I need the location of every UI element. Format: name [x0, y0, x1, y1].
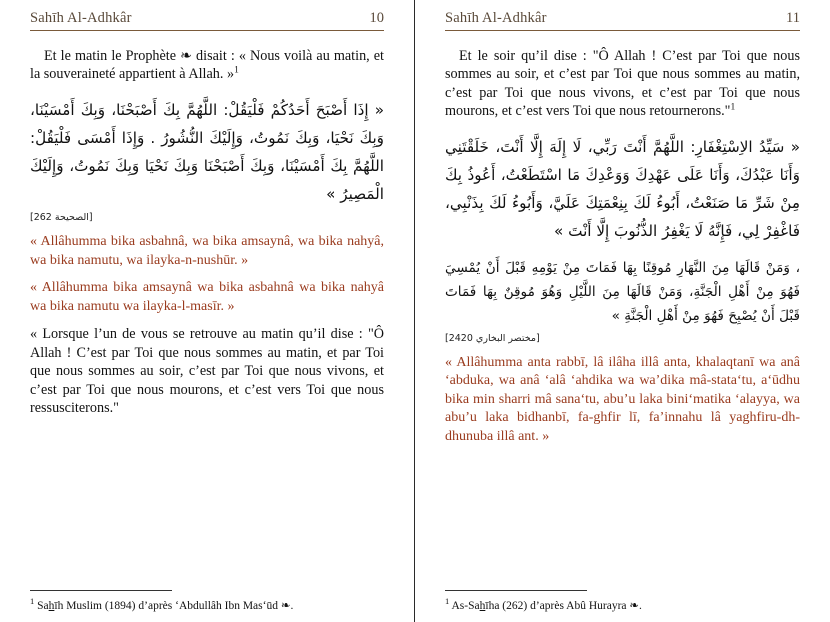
left-footnote-text-u: h: [48, 600, 55, 613]
left-footnote-text-a: Sa: [37, 600, 49, 613]
right-footnote: [445, 596, 800, 614]
left-intro-text: Et le matin le Prophète ❧ disait : « Nous voilà au matin, et la souveraineté appartient à Allah. »: [30, 48, 384, 83]
right-arabic-hadith-continued: ، وَمَنْ قَالَهَا مِنَ النَّهَارِ مُوقِنًا بِهَا فَمَاتَ مِنْ يَوْمِهِ قَبْلَ أَنْ يُمْسِيَ فَهُوَ مِنْ أَهْلِ الْجَنَّةِ، وَمَنْ قَالَهَا مِنَ اللَّيْلِ وَهُوَ مُوقِنٌ بِهَا فَمَاتَ قَبْلَ أَنْ يُصْبِحَ فَهُوَ مِنْ أَهْلِ الْجَنَّةِ »: [445, 260, 800, 324]
right-footnote-marker: 1: [445, 596, 450, 607]
right-intro-text: Et le soir qu’il dise : "Ô Allah ! C’est par Toi que nous sommes au soir, et c’est par Toi que nous sommes au matin, c’est par Toi que nous vivons, et c’est par Toi que nous mourons, et c’est vers Toi que nous retournerons.": [445, 48, 800, 120]
left-footnote-divider: [30, 590, 172, 591]
running-title-right-text: Sahīh Al-Adhkâr: [445, 10, 547, 26]
right-arabic-reference: [مختصر البخاري 2420]: [445, 332, 540, 344]
left-transliteration-1: « Allâhumma bika asbahnâ, wa bika amsaynâ, wa bika nahyâ, wa bika namutu, wa ilayka-n-nushūr. »: [30, 234, 384, 268]
right-page-header: [445, 10, 800, 31]
right-page-content: [445, 47, 800, 584]
right-footnote-text-b: īha (262) d’après Abû Hurayra ❧.: [485, 600, 642, 613]
left-arabic-hadith: « إِذَا أَصْبَحَ أَحَدُكُمْ فَلْيَقُلْ: اللَّهُمَّ بِكَ أَصْبَحْنَا، وَبِكَ أَمْسَيْنَا، وَبِكَ نَحْيَا، وَبِكَ نَمُوتُ، وَإِلَيْكَ النُّشُورُ . وَإِذَا أَمْسَى فَلْيَقُلْ: اللَّهُمَّ بِكَ أَمْسَيْنَا، وَبِكَ أَصْبَحْنَا وَبِكَ نَحْيَا وَبِكَ نَمُوتُ، وَإِلَيْكَ الْمَصِيرُ »: [30, 100, 384, 204]
running-title-left: [30, 10, 132, 27]
left-page-content: [30, 47, 384, 584]
left-footnote-text-b: īh Muslim (1894) d’après ‘Abdullâh Ibn Mas‘ūd ❧.: [54, 600, 294, 613]
right-arabic-hadith: « سَيِّدُ الاِسْتِغْفَارِ: اللَّهُمَّ أَنْتَ رَبِّي، لَا إِلَهَ إِلَّا أَنْتَ، خَلَقْتَنِي وَأَنَا عَبْدُكَ، وَأَنَا عَلَى عَهْدِكَ وَوَعْدِكَ مَا اسْتَطَعْتُ، أَعُوذُ بِكَ مِنْ شَرِّ مَا صَنَعْتُ، أَبُوءُ لَكَ بِنِعْمَتِكَ عَلَيَّ، وَأَبُوءُ لَكَ بِذَنْبِي، فَاغْفِرْ لِي، فَإِنَّهُ لَا يَغْفِرُ الذُّنُوبَ إِلَّا أَنْتَ »: [445, 137, 800, 241]
left-transliteration-2: « Allâhumma bika amsaynâ wa bika asbahnâ wa bika nahyâ wa bika namutu wa ilayka-l-masīr. »: [30, 280, 384, 314]
right-intro-footnote-marker: 1: [730, 102, 736, 113]
left-footnote-marker: 1: [30, 596, 35, 607]
running-title-right: [445, 10, 547, 27]
right-footnote-divider: [445, 590, 587, 591]
left-footnote: [30, 596, 384, 614]
right-footnote-text-u: h: [479, 600, 486, 613]
left-intro-paragraph: [30, 47, 384, 84]
left-arabic-reference: [الصحيحة 262]: [30, 212, 93, 224]
page-number-left: 10: [369, 10, 384, 26]
right-intro-paragraph: [445, 47, 800, 121]
running-title-left-text: Sahīh Al-Adhkâr: [30, 10, 132, 26]
right-page: [415, 0, 830, 622]
left-footnote-area: [30, 584, 384, 614]
left-translation-paragraph: « Lorsque l’un de vous se retrouve au matin qu’il dise : "Ô Allah ! C’est par Toi que nous sommes au matin, et par Toi que nous sommes au soir, c’est par Toi que nous vivons, et c’est par Toi que nous mourons, et c’est vers Toi que nous ressusciterons.": [30, 326, 384, 417]
page-number-right: 11: [786, 10, 800, 26]
right-transliteration: « Allâhumma anta rabbī, lâ ilâha illâ anta, khalaqtanī wa anâ ‘abduka, wa anâ ‘alâ ‘ahdika wa wa’dika mâ-stata‘tu, a‘ūdhu bika min sharri mâ sana‘tu, abu’u laka bini‘matika ‘alayya, wa abu’u laka bidhanbī, fa-ghfir lī, fa’innahu lâ yaghfiru-dh-dhunuba illâ ant. »: [445, 354, 800, 444]
right-footnote-area: [445, 584, 800, 614]
right-footnote-text-a: As-Sa: [451, 600, 480, 613]
left-page-header: [30, 10, 384, 31]
left-intro-footnote-marker: 1: [234, 65, 239, 76]
